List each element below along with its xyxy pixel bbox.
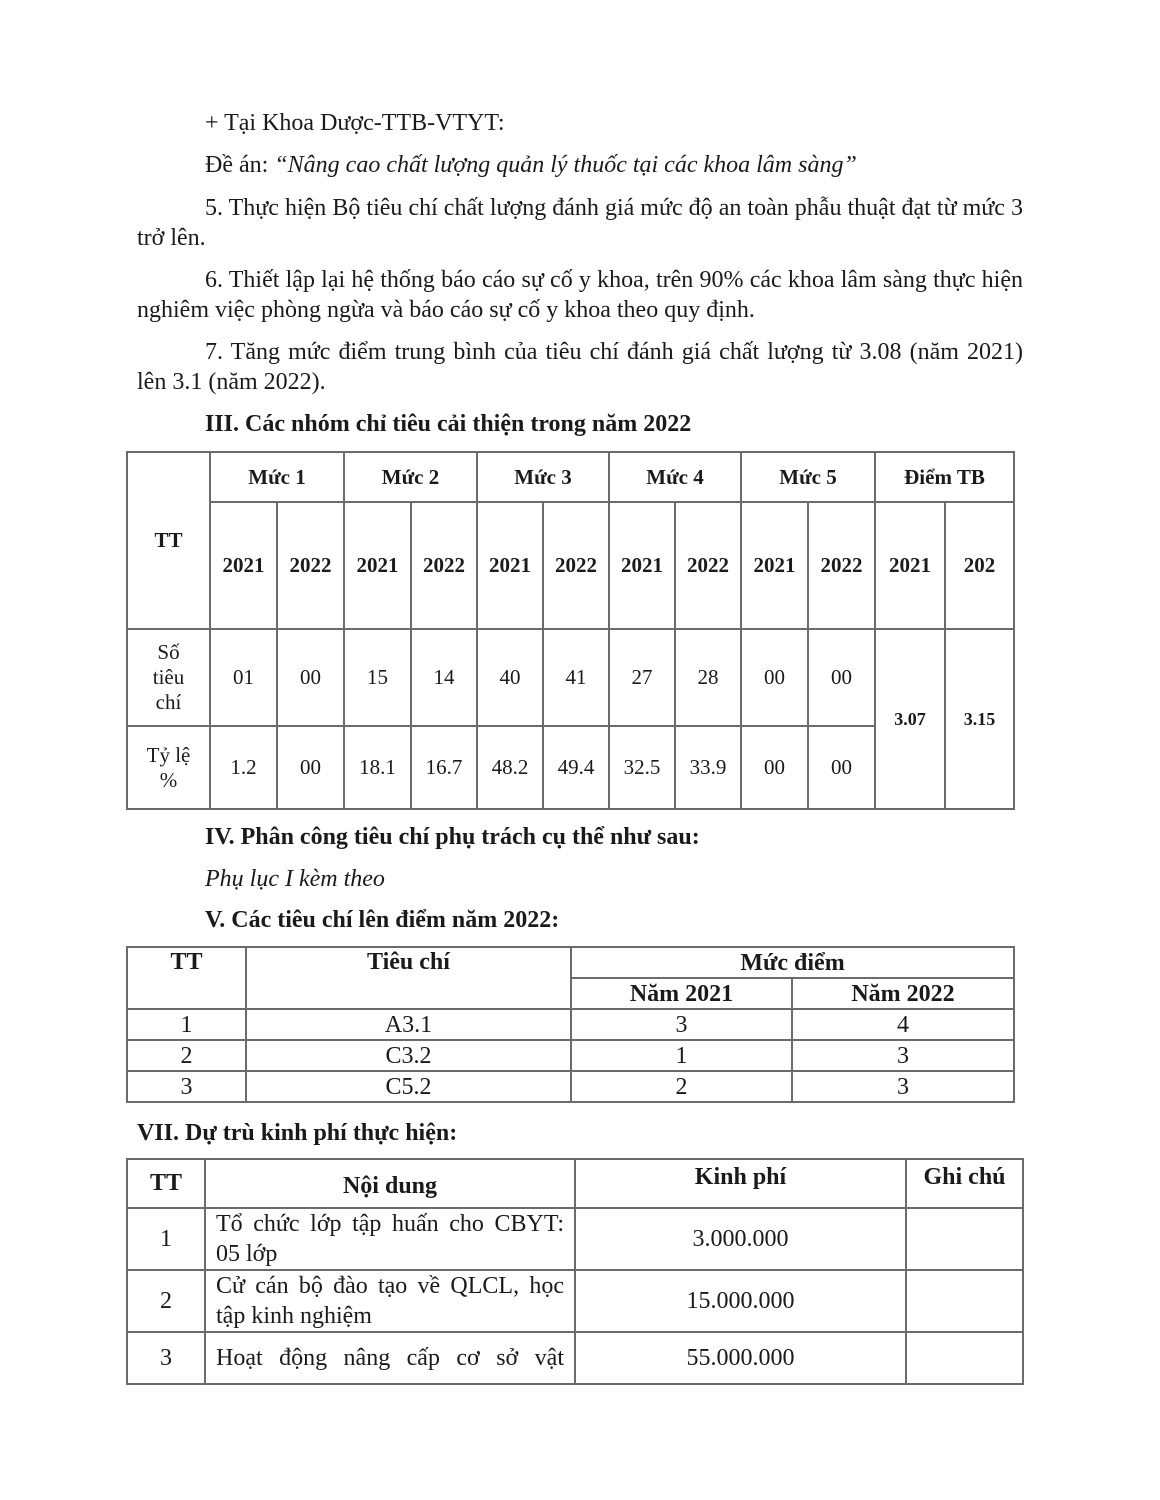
tt-cell: 3 (127, 1332, 205, 1384)
cost-cell: 55.000.000 (575, 1332, 906, 1384)
year-header: 2022 (675, 502, 741, 629)
content-cell: Hoạt động nâng cấp cơ sở vật (205, 1332, 575, 1384)
cell: 00 (741, 629, 808, 726)
item-5 (137, 193, 1023, 253)
content-header: Nội dung (205, 1159, 575, 1208)
content-cell: Cử cán bộ đào tạo về QLCL, học tập kinh nghiệm (205, 1270, 575, 1332)
project-title: “Nâng cao chất lượng quản lý thuốc tại các khoa lâm sàng” (274, 152, 857, 178)
table-row (127, 1208, 1023, 1270)
cost-header: Kinh phí (575, 1159, 906, 1208)
criterion-cell: A3.1 (246, 1009, 571, 1040)
year-header: 2022 (277, 502, 344, 629)
cell: 14 (411, 629, 477, 726)
criterion-cell: C3.2 (246, 1040, 571, 1071)
year-header: 2022 (411, 502, 477, 629)
year-header: 2021 (210, 502, 277, 629)
note-cell (906, 1332, 1023, 1384)
avg-2021: 3.07 (875, 629, 945, 809)
year-header: 2021 (609, 502, 675, 629)
cell: 28 (675, 629, 741, 726)
cell: 33.9 (675, 726, 741, 809)
tt-cell: 2 (127, 1270, 205, 1332)
project-prefix: Đề án: (205, 152, 275, 178)
avg-2022: 3.15 (945, 629, 1014, 809)
year-header: 2021 (875, 502, 945, 629)
cell: 15 (344, 629, 411, 726)
cell: 00 (741, 726, 808, 809)
year-2021-header: Năm 2021 (571, 978, 792, 1009)
item-6-text: 6. Thiết lập lại hệ thống báo cáo sự cố y khoa, trên 90% các khoa lâm sàng thực hiện nghiêm việc phòng ngừa và báo cáo sự cố y khoa theo quy định. (137, 267, 1023, 323)
row-label: Số tiêu chí (127, 629, 210, 726)
criterion-cell: C5.2 (246, 1071, 571, 1102)
table-row (127, 1009, 1014, 1040)
table-row (127, 1071, 1014, 1102)
content-cell: Tổ chức lớp tập huấn cho CBYT: 05 lớp (205, 1208, 575, 1270)
table-row (127, 629, 1014, 726)
cell: 18.1 (344, 726, 411, 809)
cost-cell: 3.000.000 (575, 1208, 906, 1270)
score-2022-cell: 3 (792, 1071, 1014, 1102)
score-2021-cell: 2 (571, 1071, 792, 1102)
cell: 49.4 (543, 726, 609, 809)
appendix-note: Phụ lục I kèm theo (205, 866, 385, 892)
score-2022-cell: 3 (792, 1040, 1014, 1071)
section-5-heading: V. Các tiêu chí lên điểm năm 2022: (205, 907, 560, 933)
year-header: 2021 (477, 502, 543, 629)
tt-header: TT (127, 1159, 205, 1208)
khoa-duoc-line: + Tại Khoa Dược-TTB-VTYT: (205, 110, 505, 136)
note-header: Ghi chú (906, 1159, 1023, 1208)
score-2021-cell: 3 (571, 1009, 792, 1040)
cell: 40 (477, 629, 543, 726)
table-row (127, 1332, 1023, 1384)
year-header: 2022 (543, 502, 609, 629)
cell: 01 (210, 629, 277, 726)
score-table (126, 946, 1015, 1103)
year-header: 202 (945, 502, 1014, 629)
note-cell (906, 1208, 1023, 1270)
table-row (127, 1270, 1023, 1332)
item-5-text: 5. Thực hiện Bộ tiêu chí chất lượng đánh giá mức độ an toàn phẫu thuật đạt từ mức 3 trở lên. (137, 195, 1023, 251)
year-2022-header: Năm 2022 (792, 978, 1014, 1009)
row-label: Tỷ lệ % (127, 726, 210, 809)
group-header: Mức 1 (210, 452, 344, 502)
year-header: 2022 (808, 502, 875, 629)
tt-cell: 2 (127, 1040, 246, 1071)
cell: 41 (543, 629, 609, 726)
group-header: Mức 4 (609, 452, 741, 502)
group-header: Mức 2 (344, 452, 477, 502)
section-4-heading: IV. Phân công tiêu chí phụ trách cụ thể như sau: (205, 824, 700, 850)
cell: 32.5 (609, 726, 675, 809)
group-header: Điểm TB (875, 452, 1014, 502)
section-3-heading: III. Các nhóm chỉ tiêu cải thiện trong năm 2022 (205, 411, 692, 437)
item-7-text: 7. Tăng mức điểm trung bình của tiêu chí đánh giá chất lượng từ 3.08 (năm 2021) lên 3.1 (năm 2022). (137, 339, 1023, 395)
item-6 (137, 265, 1023, 325)
section-7-heading: VII. Dự trù kinh phí thực hiện: (137, 1120, 458, 1146)
tt-cell: 3 (127, 1071, 246, 1102)
tt-cell: 1 (127, 1009, 246, 1040)
budget-table (126, 1158, 1024, 1385)
year-header: 2021 (344, 502, 411, 629)
cell: 00 (808, 726, 875, 809)
table-row (127, 1040, 1014, 1071)
cell: 00 (277, 629, 344, 726)
criterion-header: Tiêu chí (246, 947, 571, 1009)
cell: 48.2 (477, 726, 543, 809)
note-cell (906, 1270, 1023, 1332)
score-2021-cell: 1 (571, 1040, 792, 1071)
tt-cell: 1 (127, 1208, 205, 1270)
group-header: Mức 5 (741, 452, 875, 502)
score-2022-cell: 4 (792, 1009, 1014, 1040)
improvement-table (126, 451, 1015, 810)
group-header: Mức 3 (477, 452, 609, 502)
tt-header: TT (127, 452, 210, 629)
item-7 (137, 337, 1023, 397)
tt-header: TT (127, 947, 246, 1009)
cell: 16.7 (411, 726, 477, 809)
project-line (205, 150, 857, 180)
cell: 00 (277, 726, 344, 809)
cell: 27 (609, 629, 675, 726)
year-header: 2021 (741, 502, 808, 629)
cell: 00 (808, 629, 875, 726)
cost-cell: 15.000.000 (575, 1270, 906, 1332)
cell: 1.2 (210, 726, 277, 809)
score-header: Mức điểm (571, 947, 1014, 978)
